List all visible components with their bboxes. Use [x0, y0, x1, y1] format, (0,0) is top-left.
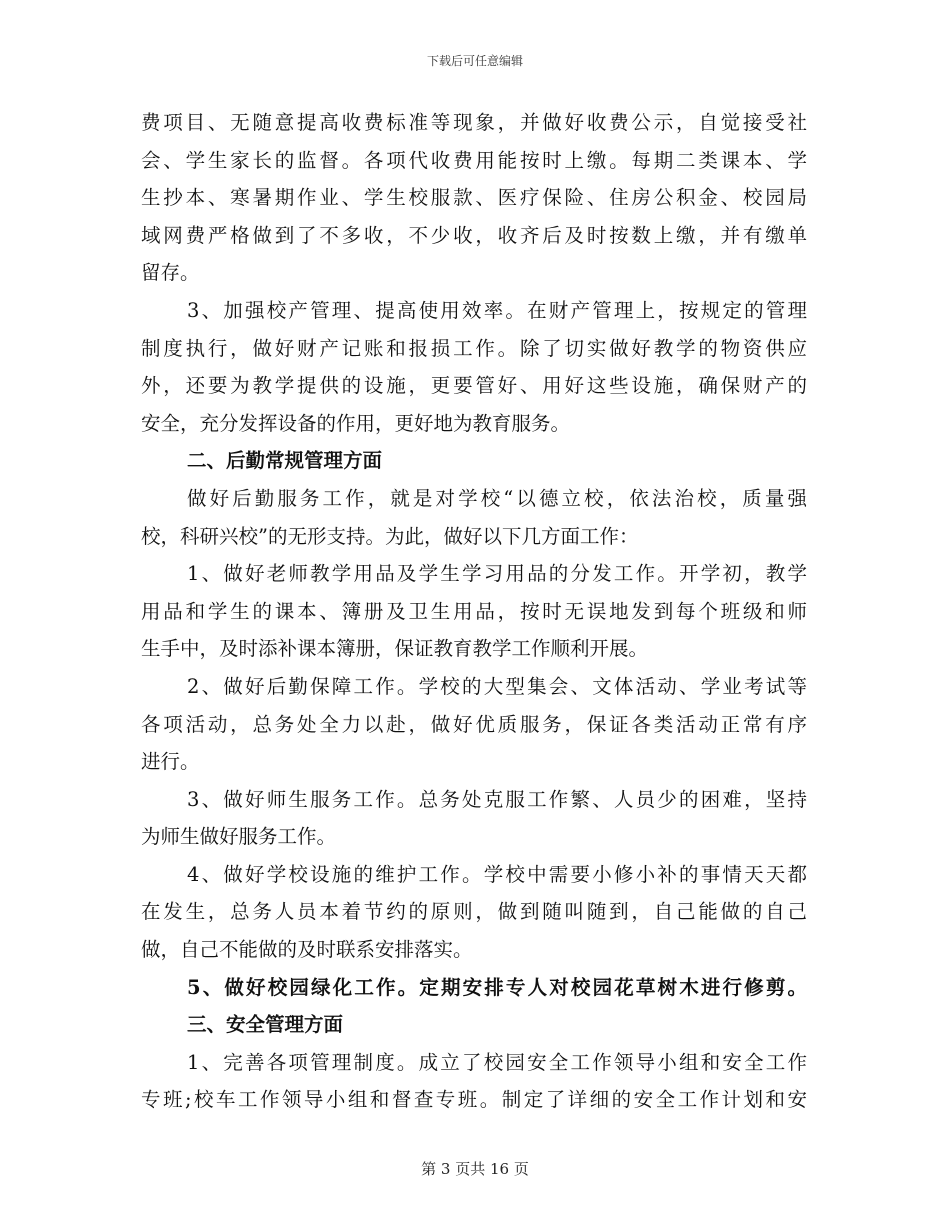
paragraph-line: 1、完善各项管理制度。成立了校园安全工作领导小组和安全工作 — [187, 1050, 807, 1074]
paragraph-line: 生抄本、寒暑期作业、学生校服款、医疗保险、住房公积金、校园局 — [141, 186, 807, 210]
paragraph-line: 安全，充分发挥设备的作用，更好地为教育服务。 — [141, 411, 571, 435]
paragraph-line: 3、加强校产管理、提高使用效率。在财产管理上，按规定的管理 — [187, 298, 807, 322]
paragraph-line: 留存。 — [141, 261, 200, 285]
paragraph-line: 外，还要为教学提供的设施，更要管好、用好这些设施，确保财产的 — [141, 374, 807, 398]
section-heading: 二、后勤常规管理方面 — [187, 449, 383, 473]
paragraph-line: 3、做好师生服务工作。总务处克服工作繁、人员少的困难，坚持 — [187, 787, 807, 811]
paragraph-line: 专班;校车工作领导小组和督查专班。制定了详细的安全工作计划和安 — [141, 1088, 807, 1112]
section-heading: 三、安全管理方面 — [187, 1013, 344, 1037]
bold-paragraph-line: 5、做好校园绿化工作。定期安排专人对校园花草树木进行修剪。 — [187, 975, 807, 999]
paragraph-line: 用品和学生的课本、簿册及卫生用品，按时无误地发到每个班级和师 — [141, 599, 807, 623]
paragraph-line: 校，科研兴校”的无形支持。为此，做好以下几方面工作： — [141, 524, 639, 548]
paragraph-line: 制度执行，做好财产记账和报损工作。除了切实做好教学的物资供应 — [141, 336, 807, 360]
paragraph-line: 做，自己不能做的及时联系安排落实。 — [141, 938, 473, 962]
paragraph-line: 会、学生家长的监督。各项代收费用能按时上缴。每期二类课本、学 — [141, 148, 807, 172]
paragraph-line: 在发生，总务人员本着节约的原则，做到随叫随到，自己能做的自己 — [141, 900, 807, 924]
paragraph-line: 为师生做好服务工作。 — [141, 825, 337, 849]
document-body — [141, 104, 807, 1119]
paragraph-line: 生手中，及时添补课本簿册，保证教育教学工作顺利开展。 — [141, 637, 649, 661]
paragraph-line: 域网费严格做到了不多收，不少收，收齐后及时按数上缴，并有缴单 — [141, 223, 807, 247]
page-number-footer: 第 3 页共 16 页 — [421, 1160, 529, 1178]
paragraph-line: 1、做好老师教学用品及学生学习用品的分发工作。开学初，教学 — [187, 562, 807, 586]
paragraph-line: 进行。 — [141, 750, 200, 774]
paragraph-line: 各项活动，总务处全力以赴，做好优质服务，保证各类活动正常有序 — [141, 712, 807, 736]
paragraph-line: 费项目、无随意提高收费标准等现象，并做好收费公示，自觉接受社 — [141, 111, 807, 134]
paragraph-line: 4、做好学校设施的维护工作。学校中需要小修小补的事情天天都 — [187, 862, 807, 886]
paragraph-line: 做好后勤服务工作，就是对学校“以德立校，依法治校，质量强 — [187, 486, 807, 510]
page-header: 下载后可任意编辑 — [426, 54, 523, 68]
paragraph-line: 2、做好后勤保障工作。学校的大型集会、文体活动、学业考试等 — [187, 674, 807, 698]
